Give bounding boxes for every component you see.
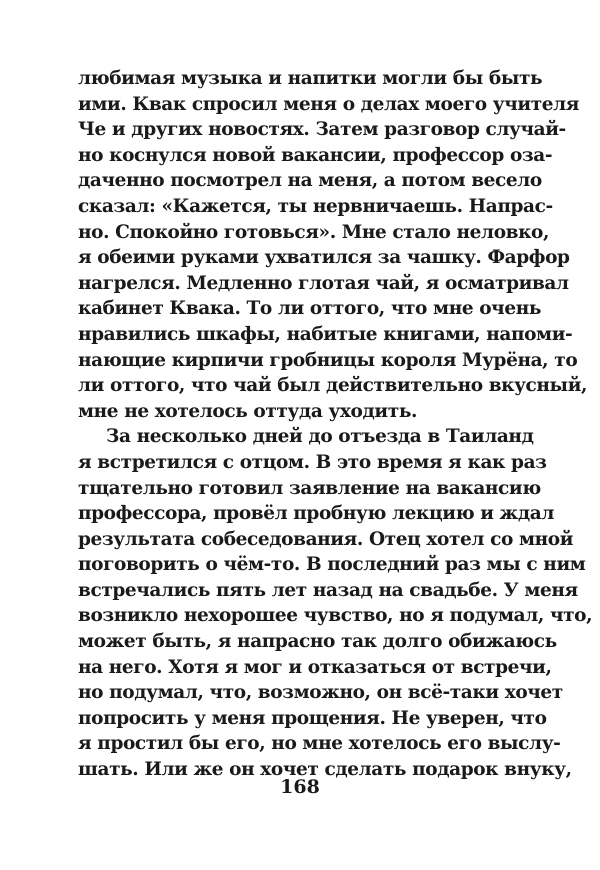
- text-line: даченно посмотрел на меня, а потом весело: [78, 170, 542, 192]
- text-line: попросить у меня прощения. Не уверен, что: [78, 707, 547, 729]
- text-line: но подумал, что, возможно, он всё-таки хочет: [78, 682, 563, 704]
- page-body-text: [78, 66, 593, 783]
- text-line: тщательно готовил заявление на вакансию: [78, 477, 541, 499]
- text-line: нагрелся. Медленно глотая чай, я осматривал: [78, 272, 569, 294]
- text-line: встречались пять лет назад на свадьбе. У меня: [78, 579, 578, 601]
- text-line: может быть, я напрасно так долго обижаюсь: [78, 631, 557, 653]
- text-line: нравились шкафы, набитые книгами, напоми-: [78, 323, 573, 345]
- text-line: ими. Квак спросил меня о делах моего учителя: [78, 93, 580, 115]
- paragraph: [78, 424, 593, 782]
- text-line: За несколько дней до отъезда в Таиланд: [106, 426, 534, 448]
- text-line: любимая музыка и напитки могли бы быть: [78, 68, 543, 89]
- page-number: 168: [280, 776, 320, 798]
- text-line: я обеими руками ухватился за чашку. Фарфор: [78, 247, 570, 269]
- text-line: результата собеседования. Отец хотел со мной: [78, 528, 574, 550]
- paragraph: [78, 66, 588, 424]
- text-line: я простил бы его, но мне хотелось его выслу-: [78, 733, 561, 755]
- text-line: кабинет Квака. То ли оттого, что мне очень: [78, 298, 541, 320]
- text-line: сказал: «Кажется, ты нервничаешь. Напрас-: [78, 195, 553, 217]
- text-line: ли оттого, что чай был действительно вкусный,: [78, 375, 588, 397]
- text-line: поговорить о чём-то. В последний раз мы с ним: [78, 554, 586, 576]
- text-line: мне не хотелось оттуда уходить.: [78, 400, 418, 422]
- text-line: профессора, провёл пробную лекцию и ждал: [78, 503, 554, 525]
- text-line: Че и других новостях. Затем разговор случай-: [78, 119, 566, 141]
- text-line: но. Спокойно готовься». Мне стало неловко,: [78, 221, 550, 243]
- text-line: шать. Или же он хочет сделать подарок внуку,: [78, 759, 572, 781]
- text-line: возникло нехорошее чувство, но я подумал, что,: [78, 605, 593, 627]
- text-line: нающие кирпичи гробницы короля Мурёна, то: [78, 349, 578, 371]
- text-line: на него. Хотя я мог и отказаться от встречи,: [78, 656, 552, 678]
- text-line: но коснулся новой вакансии, профессор оза-: [78, 144, 553, 166]
- text-line: я встретился с отцом. В это время я как раз: [78, 451, 547, 473]
